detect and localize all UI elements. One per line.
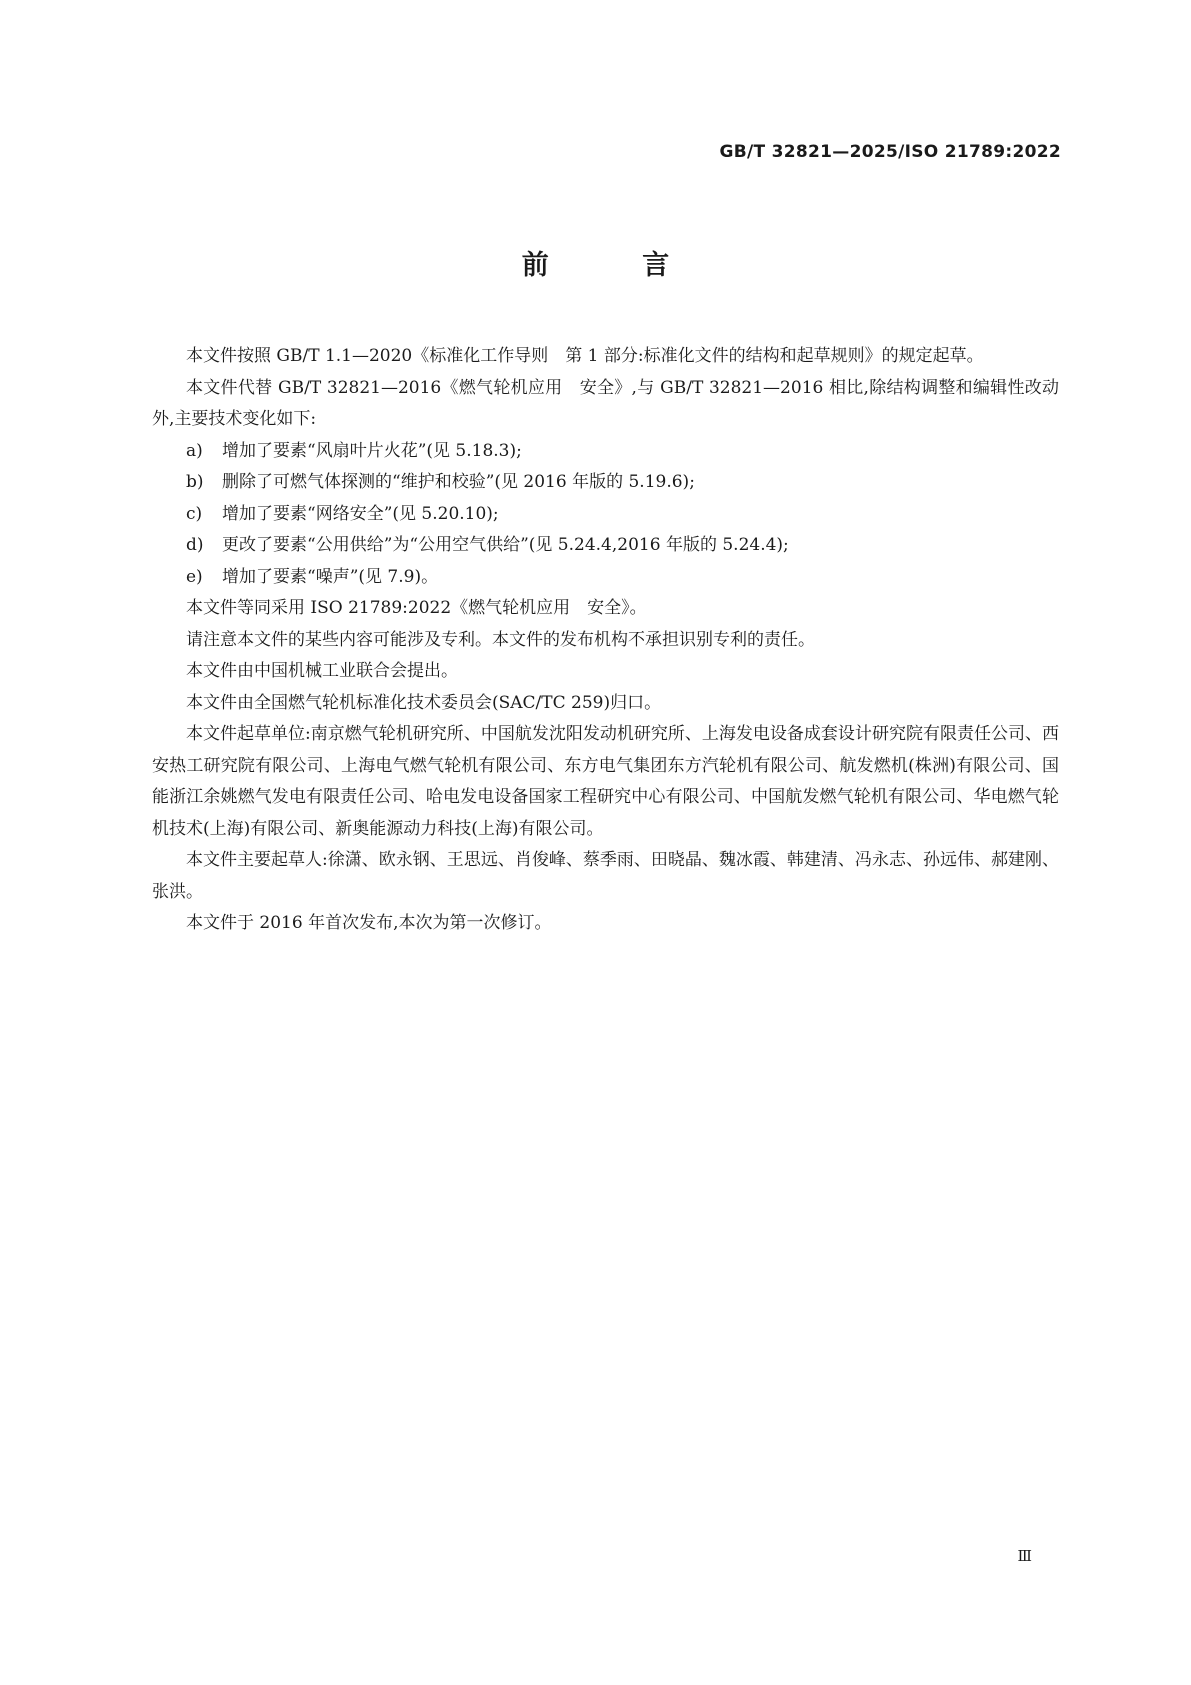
paragraph-adoption: 本文件等同采用 ISO 21789:2022《燃气轮机应用 安全》。: [186, 598, 647, 618]
paragraph-drafting-units: 本文件起草单位:南京燃气轮机研究所、中国航发沈阳发动机研究所、上海发电设备成套设计研究院有限责任公司、西安热工研究院有限公司、上海电气燃气轮机有限公司、东方电气集团东方汽轮机有限公司、航发燃机(株洲)有限公司、国能浙江余姚燃气发电有限责任公司、哈电发电设备国家工程研究中心有限公司、中国航发燃气轮机有限公司、华电燃气轮机技术(上海)有限公司、新奥能源动力科技(上海)有限公司。: [152, 724, 1059, 839]
paragraph-patent-notice: 请注意本文件的某些内容可能涉及专利。本文件的发布机构不承担识别专利的责任。: [186, 629, 815, 650]
change-item-text: 增加了要素“网络安全”(见 5.20.10);: [222, 503, 499, 524]
change-item-mark: b): [186, 472, 204, 492]
paragraph-committee: 本文件由全国燃气轮机标准化技术委员会(SAC/TC 259)归口。: [186, 692, 662, 713]
change-item: [152, 467, 1059, 499]
paragraph-drafters: 本文件主要起草人:徐潇、欧永钢、王思远、肖俊峰、蔡季雨、田晓晶、魏冰霞、韩建清、冯永志、孙远伟、郝建刚、张洪。: [152, 850, 1059, 902]
paragraph-drafting-rules: 本文件按照 GB/T 1.1—2020《标准化工作导则 第 1 部分:标准化文件的结构和起草规则》的规定起草。: [186, 346, 984, 366]
paragraph-replacement: 本文件代替 GB/T 32821—2016《燃气轮机应用 安全》,与 GB/T 32821—2016 相比,除结构调整和编辑性改动外,主要技术变化如下:: [152, 377, 1059, 429]
paragraph-history: 本文件于 2016 年首次发布,本次为第一次修订。: [186, 913, 552, 933]
page-title: 前 言: [521, 250, 712, 281]
change-item: [152, 436, 1059, 468]
change-item-text: 增加了要素“噪声”(见 7.9)。: [222, 566, 439, 587]
paragraph-proposer: 本文件由中国机械工业联合会提出。: [186, 661, 458, 681]
document-code: GB/T 32821—2025/ISO 21789:2022: [719, 142, 1061, 162]
change-item: [152, 530, 1059, 562]
change-item-mark: d): [186, 535, 204, 555]
change-item-mark: c): [186, 503, 203, 524]
change-item-text: 删除了可燃气体探测的“维护和校验”(见 2016 年版的 5.19.6);: [222, 472, 695, 492]
change-item-text: 增加了要素“风扇叶片火花”(见 5.18.3);: [222, 440, 522, 461]
change-item-mark: e): [186, 566, 203, 587]
change-item: [152, 499, 1059, 531]
change-item-text: 更改了要素“公用供给”为“公用空气供给”(见 5.24.4,2016 年版的 5.24.4);: [222, 535, 789, 555]
change-item: [152, 562, 1059, 594]
page-number: Ⅲ: [1017, 1547, 1031, 1565]
foreword-body: [152, 341, 1059, 940]
change-item-mark: a): [186, 440, 203, 461]
